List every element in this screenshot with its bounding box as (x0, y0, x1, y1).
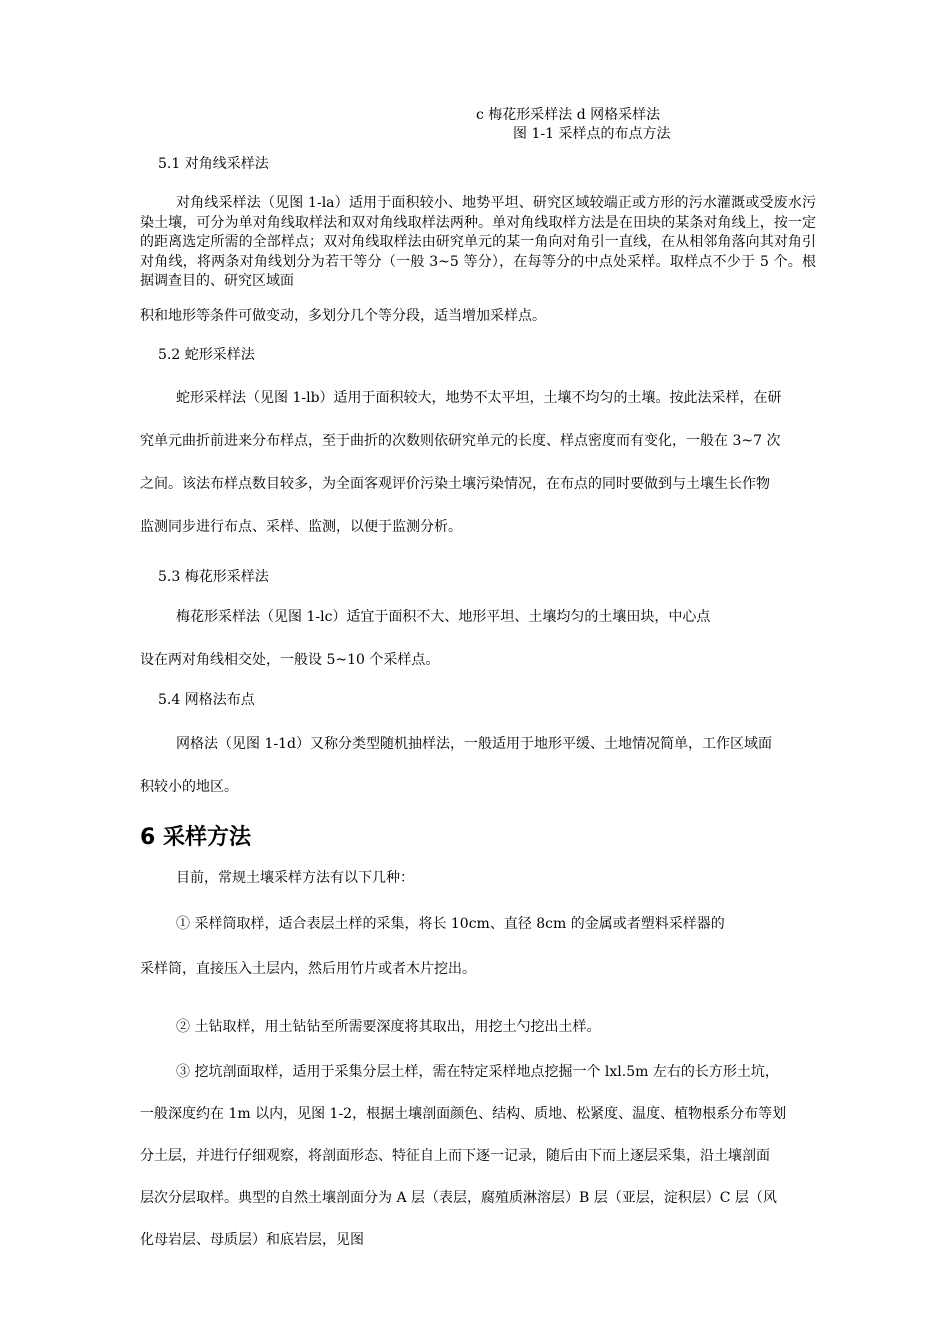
method-1-line-2: 采样筒，直接压入土层内，然后用竹片或者木片挖出。 (140, 961, 476, 977)
method-3-line-4: 层次分层取样。典型的自然土壤剖面分为 A 层（表层，腐殖质淋溶层）B 层（亚层，淀积层）C 层（风 (140, 1190, 777, 1206)
section-5-4-line-2: 积较小的地区。 (140, 779, 238, 795)
section-5-2-line-1: 蛇形采样法（见图 1-lb）适用于面积较大，地势不太平坦，土壤不均匀的土壤。按此法采样，在研 (176, 390, 782, 406)
section-5-4-heading: 5.4 网格法布点 (158, 692, 255, 708)
section-5-1-continuation: 积和地形等条件可做变动，多划分几个等分段，适当增加采样点。 (140, 308, 546, 324)
section-6-heading: 6 采样方法 (140, 825, 251, 850)
section-5-1-heading: 5.1 对角线采样法 (158, 156, 269, 172)
method-3-line-1: ③ 挖坑剖面取样，适用于采集分层土样，需在特定采样地点挖掘一个 lxl.5m 左右的长方形土坑， (176, 1064, 779, 1080)
method-3-line-2: 一般深度约在 1m 以内，见图 1-2，根据土壤剖面颜色、结构、质地、松紧度、温度、植物根系分布等划 (140, 1106, 787, 1122)
section-5-3-heading: 5.3 梅花形采样法 (158, 569, 269, 585)
method-1-line-1: ① 采样筒取样，适合表层土样的采集，将长 10cm、直径 8cm 的金属或者塑料采样器的 (176, 916, 725, 932)
section-5-2-heading: 5.2 蛇形采样法 (158, 347, 255, 363)
section-5-4-line-1: 网格法（见图 1-1d）又称分类型随机抽样法，一般适用于地形平缓、土地情况简单，工作区域面 (176, 736, 772, 752)
section-5-3-line-1: 梅花形采样法（见图 1-lc）适宜于面积不大、地形平坦、土壤均匀的土壤田块，中心点 (176, 609, 711, 625)
section-6-intro: 目前，常规土壤采样方法有以下几种： (176, 870, 414, 886)
section-5-2-line-4: 监测同步进行布点、采样、监测，以便于监测分析。 (140, 519, 462, 535)
method-2: ② 土钻取样，用土钻钻至所需要深度将其取出，用挖土勺挖出土样。 (176, 1019, 601, 1035)
section-5-3-line-2: 设在两对角线相交处，一般设 5~10 个采样点。 (140, 652, 440, 668)
method-3-line-5: 化母岩层、母质层）和底岩层，见图 (140, 1232, 364, 1248)
section-5-2-line-3: 之间。该法布样点数目较多，为全面客观评价污染土壤污染情况，在布点的同时要做到与土壤生长作物 (140, 476, 770, 492)
section-5-1-paragraph: 对角线采样法（见图 1-la）适用于面积较小、地势平坦、研究区域较端正或方形的污水灌溉或受废水污染土壤，可分为单对角线取样法和双对角线取样法两种。单对角线取样方法是在田块的某条对角线上，按一定的距离选定所需的全部样点；双对角线取样法由研究单元的某一角向对角引一直线，在从相邻角落向其对角引对角线，将两条对角线划分为若干等分（一般 3~5 等分），在每等分的中点处采样。取样点不少于 5 个。根据调查目的、研究区域面 (140, 195, 816, 289)
figure-sublabels: c 梅花形采样法 d 网格采样法 (476, 107, 661, 123)
figure-caption: 图 1-1 采样点的布点方法 (513, 126, 671, 142)
method-3-line-3: 分土层，并进行仔细观察，将剖面形态、特征自上而下逐一记录，随后由下而上逐层采集，沿土壤剖面 (140, 1148, 770, 1164)
section-5-2-line-2: 究单元曲折前进来分布样点，至于曲折的次数则依研究单元的长度、样点密度而有变化，一般在 3~7 次 (140, 433, 781, 449)
